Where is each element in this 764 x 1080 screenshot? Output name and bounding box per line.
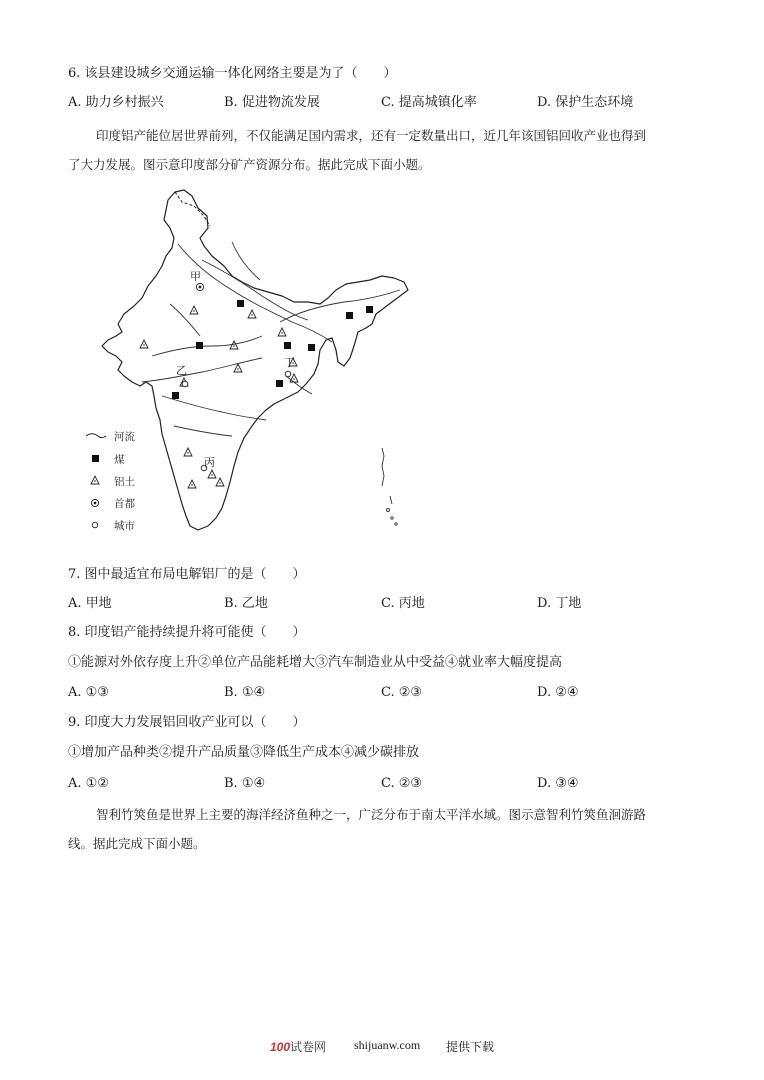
q9-option-a: A. ①② [68,776,109,791]
q6-option-c: C. 提高城镇化率 [381,95,477,110]
q6-stem: 6. 该县建设城乡交通运输一体化网络主要是为了（ ） [68,66,397,81]
bauxite-marker [140,340,148,348]
city-icon [92,522,98,528]
q8-option-d: D. ②④ [537,685,579,700]
coal-icon [92,455,99,462]
india-mineral-map [82,186,422,552]
q6-option-b: B. 促进物流发展 [224,95,320,110]
city-marker-ding [285,371,291,377]
bauxite-marker [190,306,198,314]
legend-city-label: 城市 [114,520,135,532]
bauxite-marker [188,480,196,488]
capital-icon [91,499,98,506]
q9-option-c: C. ②③ [381,776,423,791]
q9-statements: ①增加产品种类②提升产品质量③降低生产成本④减少碳排放 [68,745,420,760]
q9-stem: 9. 印度大力发展铝回收产业可以（ ） [68,715,306,730]
q7-option-b: B. 乙地 [224,596,268,611]
legend-coal-label: 煤 [114,454,125,466]
footer-site[interactable]: shijuanw.com [354,1038,421,1052]
india-outline [102,190,408,530]
city-marker-yi [182,381,188,387]
bauxite-marker [278,328,286,336]
q6-option-d: D. 保护生态环境 [537,95,634,110]
q8-option-b: B. ①④ [224,685,266,700]
legend-river-label: 河流 [114,431,135,443]
coal-marker [196,342,203,349]
passage1-line1: 印度铝产能位居世界前列，不仅能满足国内需求，还有一定数量出口，近几年该国铝回收产业也得到 [96,128,647,143]
footer-logo [270,1038,326,1055]
label-yi: 乙 [176,364,187,377]
coal-marker [284,342,291,349]
footer-logo-text: 试卷网 [290,1040,327,1054]
footer-action: 提供下载 [446,1040,495,1054]
label-bing: 丙 [204,456,215,469]
bauxite-marker [184,448,192,456]
q6-option-a: A. 助力乡村振兴 [68,95,164,110]
legend-bauxite-label: 铝土 [114,476,135,488]
q9-option-d: D. ③④ [537,776,579,791]
coal-marker [276,380,283,387]
q7-option-d: D. 丁地 [537,596,582,611]
map-legend [86,430,135,532]
bauxite-marker [248,310,256,318]
bauxite-marker [216,478,224,486]
q8-statements: ①能源对外依存度上升②单位产品能耗增大③汽车制造业从中受益④就业率大幅度提高 [68,655,563,670]
passage2-line1: 智利竹筴鱼是世界上主要的海洋经济鱼种之一，广泛分布于南太平洋水域。图示意智利竹筴鱼洄游路 [96,807,647,822]
islands [382,448,397,525]
bauxite-marker [234,364,242,372]
coal-markers [172,300,373,399]
coal-marker [346,312,353,319]
bauxite-icon [91,476,99,484]
bauxite-markers [140,306,298,488]
bauxite-marker [208,470,216,478]
q8-stem: 8. 印度铝产能持续提升将可能使（ ） [68,625,306,640]
bauxite-marker [290,374,298,382]
passage1-line2: 了大力发展。图示意印度部分矿产资源分布。据此完成下面小题。 [68,157,431,172]
q8-option-a: A. ①③ [68,685,109,700]
passage2-line2: 线。据此完成下面小题。 [68,836,206,851]
coal-marker [172,392,179,399]
q7-option-c: C. 丙地 [381,596,425,611]
q7-stem: 7. 图中最适宜布局电解铝厂的是（ ） [68,567,306,582]
label-ding: 丁 [284,356,295,369]
coal-marker [308,344,315,351]
coal-marker [237,300,244,307]
legend-capital-label: 首都 [114,498,135,510]
footer-logo-number: 100 [270,1040,291,1054]
capital-marker-jia [196,283,203,290]
q8-option-c: C. ②③ [381,685,423,700]
river-icon [86,434,106,438]
q9-option-b: B. ①④ [224,776,266,791]
q7-option-a: A. 甲地 [68,596,112,611]
label-jia: 甲 [190,270,201,283]
coal-marker [366,306,373,313]
